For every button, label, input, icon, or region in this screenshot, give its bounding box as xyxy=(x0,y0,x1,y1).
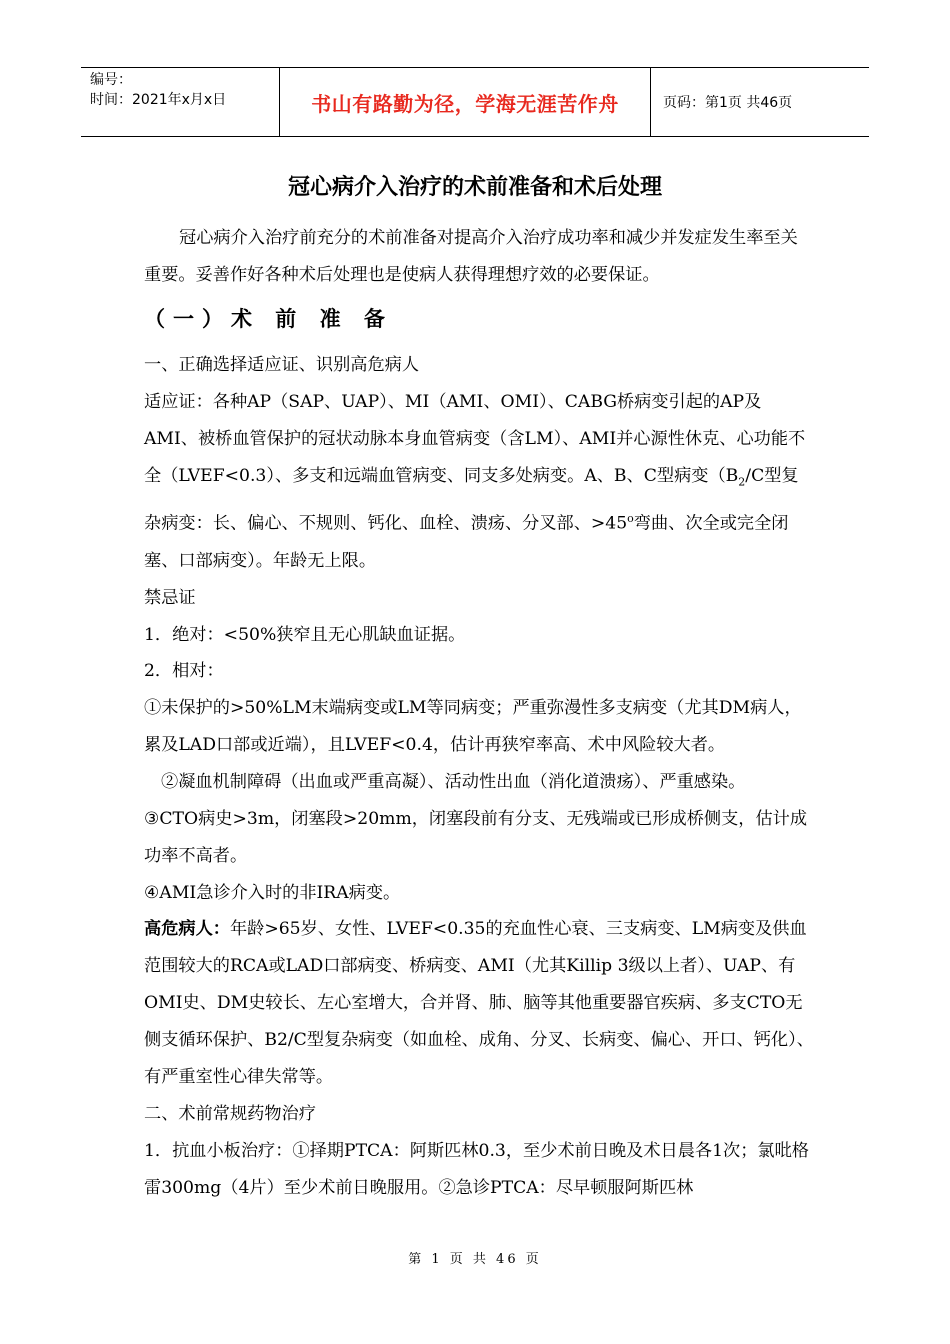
contraindication-relative-4: ④AMI急诊介入时的非IRA病变。 xyxy=(144,882,401,903)
contraindication-relative: 2．相对： xyxy=(144,661,224,682)
indications-subscript: 2 xyxy=(738,475,746,489)
contraindication-relative-1: ①未保护的>50%LM末端病变或LM等同病变；严重弥漫性多支病变（尤其DM病人，累及LAD口部或近端），且LVEF<0.4，估计再狭窄率高、术中风险较大者。 xyxy=(144,697,802,755)
indications-text-a: 适应证：各种AP（SAP、UAP）、MI（AMI、OMI）、CABG桥病变引起的AP及AMI、被桥血管保护的冠状动脉本身血管病变（含LM）、AMI并心源性休克、心功能不全（LVEF<0.3）、多支和远端血管病变、同支多处病变。A、B、C型病变（B xyxy=(144,392,806,486)
subheading-drugs: 二、术前常规药物治疗 xyxy=(144,1104,316,1125)
date-label: 时间：2021年x月x日 xyxy=(90,92,227,108)
contraindication-absolute: 1．绝对：<50%狭窄且无心肌缺血证据。 xyxy=(144,624,466,645)
header-motto: 书山有路勤为径，学海无涯苦作舟 xyxy=(280,68,651,136)
header-page-info: 页码：第1页 共46页 xyxy=(663,95,793,111)
contraindication-relative-3: ③CTO病史>3m，闭塞段>20mm，闭塞段前有分支、无残端或已形成桥侧支，估计成功率不高者。 xyxy=(144,808,808,866)
high-risk-label: 高危病人： xyxy=(144,919,230,940)
document-header xyxy=(81,67,869,137)
page-footer: 第 1 页 共 46 页 xyxy=(408,1252,542,1267)
serial-label: 编号： xyxy=(90,72,132,88)
indications-text-c: 弯曲、次全或完全闭塞、口部病变）。年龄无上限。 xyxy=(144,514,789,572)
indications-superscript: o xyxy=(627,512,634,526)
section-heading: （一）术 前 准 备 xyxy=(144,307,393,331)
antiplatelet-paragraph: 1．抗血小板治疗：①择期PTCA：阿斯匹林0.3，至少术前日晚及术日晨各1次；氯吡格雷300mg（4片）至少术前日晚服用。②急诊PTCA：尽早顿服阿斯匹林 xyxy=(144,1140,809,1198)
high-risk-paragraph xyxy=(144,911,814,1096)
indications-text-b: /C型复杂病变：长、偏心、不规则、钙化、血栓、溃疡、分叉部、>45 xyxy=(144,466,799,535)
document-body xyxy=(144,220,814,1207)
high-risk-text: 年龄>65岁、女性、LVEF<0.35的充血性心衰、三支病变、LM病变及供血范围较大的RCA或LAD口部病变、桥病变、AMI（尤其Killip 3级以上者）、UAP、有OMI史、DM史较长、左心室增大，合并肾、肺、脑等其他重要器官疾病、多支CTO无侧支循环保护、B2/C型复杂病变（如血栓、成角、分叉、长病变、偏心、开口、钙化）、有严重室性心律失常等。 xyxy=(144,919,814,1088)
header-meta xyxy=(81,68,280,136)
indications-paragraph xyxy=(144,384,814,580)
contraindications-title: 禁忌证 xyxy=(144,588,196,609)
contraindication-relative-2: ②凝血机制障碍（出血或严重高凝）、活动性出血（消化道溃疡）、严重感染。 xyxy=(161,771,746,792)
intro-paragraph: 冠心病介入治疗前充分的术前准备对提高介入治疗成功率和减少并发症发生率至关重要。妥善作好各种术后处理也是使病人获得理想疗效的必要保证。 xyxy=(144,228,798,285)
subheading-indications: 一、正确选择适应证、识别高危病人 xyxy=(144,355,420,375)
document-title: 冠心病介入治疗的术前准备和术后处理 xyxy=(287,175,662,200)
